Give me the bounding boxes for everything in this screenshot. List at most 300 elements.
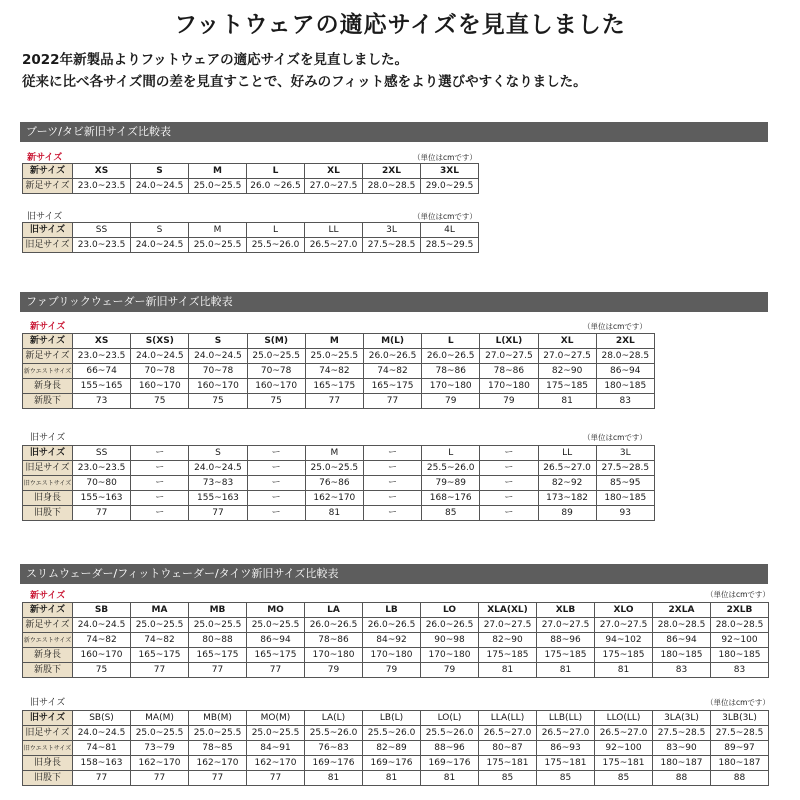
table-cell: 23.0~23.5	[73, 461, 131, 476]
table-cell: 162~170	[305, 491, 363, 506]
table-cell: L	[247, 223, 305, 238]
boots-old-table	[22, 222, 479, 253]
table-cell: 169~176	[363, 756, 421, 771]
table-cell: 27.5~28.5	[711, 726, 769, 741]
table-cell: ー	[131, 506, 189, 521]
row-label-cell: 旧足サイズ	[23, 726, 73, 741]
table-cell: 2XL	[363, 164, 421, 179]
table-cell: 82~90	[479, 633, 537, 648]
table-cell: XL	[305, 164, 363, 179]
table-cell: 25.5~26.0	[421, 726, 479, 741]
table-cell: 24.0~24.5	[73, 618, 131, 633]
table-cell: 175~181	[595, 756, 653, 771]
table-row	[23, 506, 655, 521]
table-cell: 77	[189, 771, 247, 786]
row-label-cell: 新足サイズ	[23, 179, 73, 194]
table-cell: LO	[421, 603, 479, 618]
table-cell: 76~86	[305, 476, 363, 491]
table-cell: 86~94	[596, 364, 654, 379]
table-cell: 80~87	[479, 741, 537, 756]
table-cell: 25.5~26.0	[363, 726, 421, 741]
table-cell: 165~175	[363, 379, 421, 394]
table-cell: 160~170	[73, 648, 131, 663]
table-cell: 25.0~25.5	[189, 726, 247, 741]
table-cell: 26.5~27.0	[305, 238, 363, 253]
table-cell: 88~96	[421, 741, 479, 756]
table-row	[23, 726, 769, 741]
row-label-cell: 旧ウエストサイズ	[23, 741, 73, 756]
size-header-row	[23, 223, 479, 238]
table-cell: 27.0~27.5	[595, 618, 653, 633]
table-cell: L	[247, 164, 305, 179]
table-cell: 23.0~23.5	[73, 349, 131, 364]
table-cell: 77	[189, 506, 247, 521]
row-label-cell: 新サイズ	[23, 334, 73, 349]
table-row	[23, 394, 655, 409]
table-cell: 73~83	[189, 476, 247, 491]
table-cell: 79	[421, 663, 479, 678]
table-row	[23, 238, 479, 253]
table-cell: 165~175	[247, 648, 305, 663]
table-cell: 24.0~24.5	[131, 179, 189, 194]
table-cell: 74~82	[305, 364, 363, 379]
table-cell: 25.0~25.5	[189, 618, 247, 633]
table-cell: 77	[189, 663, 247, 678]
table-row	[23, 756, 769, 771]
boots-new-unit-note: （単位はcmです）	[413, 153, 477, 162]
boots-section-bar: ブーツ/タビ新旧サイズ比較表	[20, 122, 768, 142]
table-cell: MO(M)	[247, 711, 305, 726]
table-cell: 23.0~23.5	[73, 179, 131, 194]
table-cell: ー	[480, 476, 538, 491]
row-label-cell: 旧身長	[23, 756, 73, 771]
table-cell: 25.0~25.5	[189, 238, 247, 253]
table-cell: 180~185	[711, 648, 769, 663]
table-cell: 84~91	[247, 741, 305, 756]
table-cell: ー	[363, 446, 421, 461]
row-label-cell: 旧サイズ	[23, 711, 73, 726]
table-cell: XLB	[537, 603, 595, 618]
table-cell: M(L)	[363, 334, 421, 349]
table-cell: 3LB(3L)	[711, 711, 769, 726]
table-cell: SS	[73, 223, 131, 238]
boots-old-label: 旧サイズ	[27, 212, 63, 222]
table-cell: LL	[305, 223, 363, 238]
table-cell: 155~163	[189, 491, 247, 506]
table-cell: 85	[537, 771, 595, 786]
table-cell: 75	[189, 394, 247, 409]
table-row	[23, 633, 769, 648]
table-cell: 175~185	[538, 379, 596, 394]
table-cell: 26.5~27.0	[479, 726, 537, 741]
table-cell: 175~185	[479, 648, 537, 663]
table-cell: M	[189, 223, 247, 238]
table-row	[23, 663, 769, 678]
row-label-cell: 新股下	[23, 663, 73, 678]
boots-new-label: 新サイズ	[27, 153, 63, 163]
table-cell: 74~82	[73, 633, 131, 648]
table-cell: 23.0~23.5	[73, 238, 131, 253]
table-row	[23, 461, 655, 476]
fabric-new-label: 新サイズ	[30, 322, 66, 332]
table-cell: 162~170	[247, 756, 305, 771]
table-cell: 83	[711, 663, 769, 678]
table-cell: 74~82	[131, 633, 189, 648]
table-cell: 78~86	[422, 364, 480, 379]
boots-new-table	[22, 163, 479, 194]
table-cell: 2XLB	[711, 603, 769, 618]
table-cell: 24.0~24.5	[189, 349, 247, 364]
table-cell: 80~88	[189, 633, 247, 648]
table-cell: 27.0~27.5	[537, 618, 595, 633]
table-cell: 25.0~25.5	[189, 179, 247, 194]
table-cell: 25.0~25.5	[247, 726, 305, 741]
table-cell: 86~94	[247, 633, 305, 648]
table-cell: 79~89	[422, 476, 480, 491]
table-cell: 28.0~28.5	[363, 179, 421, 194]
table-cell: 180~187	[711, 756, 769, 771]
size-header-row	[23, 711, 769, 726]
table-cell: 175~185	[537, 648, 595, 663]
table-cell: ー	[247, 461, 305, 476]
table-cell: LA	[305, 603, 363, 618]
table-cell: 76~83	[305, 741, 363, 756]
table-cell: L	[422, 446, 480, 461]
table-cell: 24.0~24.5	[131, 349, 189, 364]
intro-line-2: 従来に比べ各サイズ間の差を見直すことで、好みのフィット感をより選びやすくなりました。	[22, 74, 587, 90]
table-cell: 70~78	[131, 364, 189, 379]
table-cell: 170~180	[363, 648, 421, 663]
table-cell: 92~100	[595, 741, 653, 756]
table-cell: LLB(LL)	[537, 711, 595, 726]
table-cell: 85	[422, 506, 480, 521]
table-row	[23, 741, 769, 756]
table-cell: 94~102	[595, 633, 653, 648]
table-cell: 2XL	[596, 334, 654, 349]
table-cell: 77	[305, 394, 363, 409]
table-cell: MB	[189, 603, 247, 618]
table-row	[23, 491, 655, 506]
table-cell: 74~81	[73, 741, 131, 756]
table-cell: 26.0~26.5	[305, 618, 363, 633]
table-cell: 82~92	[538, 476, 596, 491]
table-cell: ー	[480, 491, 538, 506]
row-label-cell: 旧サイズ	[23, 223, 73, 238]
row-label-cell: 新足サイズ	[23, 618, 73, 633]
table-cell: 3LA(3L)	[653, 711, 711, 726]
table-cell: 155~165	[73, 379, 131, 394]
fabric-section-bar: ファブリックウェーダー新旧サイズ比較表	[20, 292, 768, 312]
table-cell: 26.0~26.5	[422, 349, 480, 364]
table-cell: LO(L)	[421, 711, 479, 726]
table-cell: 81	[595, 663, 653, 678]
table-cell: ー	[131, 446, 189, 461]
row-label-cell: 新ウエストサイズ	[23, 633, 73, 648]
slim-old-unit-note: （単位はcmです）	[706, 698, 770, 707]
row-label-cell: 旧股下	[23, 771, 73, 786]
table-cell: 92~100	[711, 633, 769, 648]
table-cell: 155~163	[73, 491, 131, 506]
table-cell: LA(L)	[305, 711, 363, 726]
table-cell: 158~163	[73, 756, 131, 771]
table-cell: 77	[247, 663, 305, 678]
table-cell: 170~180	[421, 648, 479, 663]
table-cell: M	[305, 334, 363, 349]
table-cell: L(XL)	[480, 334, 538, 349]
table-cell: S	[131, 223, 189, 238]
intro-line-1: 2022年新製品よりフットウェアの適応サイズを見直しました。	[22, 52, 409, 68]
table-cell: 175~181	[479, 756, 537, 771]
table-cell: 28.5~29.5	[421, 238, 479, 253]
table-cell: 162~170	[189, 756, 247, 771]
table-cell: ー	[363, 461, 421, 476]
fabric-old-label: 旧サイズ	[30, 433, 66, 443]
slim-old-table	[22, 710, 769, 786]
table-cell: 27.5~28.5	[363, 238, 421, 253]
table-cell: 78~85	[189, 741, 247, 756]
slim-old-label: 旧サイズ	[30, 698, 66, 708]
size-header-row	[23, 164, 479, 179]
table-cell: ー	[247, 491, 305, 506]
table-cell: XLA(XL)	[479, 603, 537, 618]
table-cell: LLA(LL)	[479, 711, 537, 726]
table-row	[23, 379, 655, 394]
table-cell: 89	[538, 506, 596, 521]
row-label-cell: 新サイズ	[23, 603, 73, 618]
table-cell: 74~82	[363, 364, 421, 379]
table-cell: 88	[653, 771, 711, 786]
table-cell: S(M)	[247, 334, 305, 349]
table-cell: LB(L)	[363, 711, 421, 726]
slim-new-label: 新サイズ	[30, 591, 66, 601]
table-cell: ー	[480, 506, 538, 521]
table-cell: 88~96	[537, 633, 595, 648]
size-header-row	[23, 334, 655, 349]
table-cell: L	[422, 334, 480, 349]
table-cell: 28.0~28.5	[596, 349, 654, 364]
table-cell: 27.5~28.5	[596, 461, 654, 476]
table-cell: 81	[538, 394, 596, 409]
table-cell: 86~93	[537, 741, 595, 756]
table-cell: SB(S)	[73, 711, 131, 726]
table-cell: 25.0~25.5	[247, 618, 305, 633]
table-cell: 27.0~27.5	[480, 349, 538, 364]
table-cell: 180~187	[653, 756, 711, 771]
table-cell: 83	[596, 394, 654, 409]
table-cell: ー	[247, 476, 305, 491]
table-cell: 29.0~29.5	[421, 179, 479, 194]
table-cell: 25.5~26.0	[247, 238, 305, 253]
table-cell: LL	[538, 446, 596, 461]
table-row	[23, 179, 479, 194]
row-label-cell: 旧サイズ	[23, 446, 73, 461]
table-row	[23, 349, 655, 364]
fabric-old-unit-note: （単位はcmです）	[583, 433, 647, 442]
table-cell: LB	[363, 603, 421, 618]
table-cell: 24.0~24.5	[189, 461, 247, 476]
table-cell: 25.0~25.5	[131, 726, 189, 741]
table-row	[23, 476, 655, 491]
table-cell: 25.5~26.0	[305, 726, 363, 741]
table-cell: 77	[73, 771, 131, 786]
table-cell: 78~86	[305, 633, 363, 648]
table-cell: 165~175	[131, 648, 189, 663]
table-cell: 162~170	[131, 756, 189, 771]
table-cell: 169~176	[305, 756, 363, 771]
table-cell: 93	[596, 506, 654, 521]
table-cell: 3L	[596, 446, 654, 461]
row-label-cell: 新身長	[23, 648, 73, 663]
row-label-cell: 旧股下	[23, 506, 73, 521]
table-cell: S	[189, 334, 247, 349]
row-label-cell: 新サイズ	[23, 164, 73, 179]
table-cell: 26.0~26.5	[421, 618, 479, 633]
fabric-new-table	[22, 333, 655, 409]
table-cell: 88	[711, 771, 769, 786]
table-cell: 170~180	[480, 379, 538, 394]
table-cell: 180~185	[596, 491, 654, 506]
table-cell: 25.5~26.0	[422, 461, 480, 476]
table-cell: ー	[131, 461, 189, 476]
table-cell: 180~185	[653, 648, 711, 663]
table-cell: 66~74	[73, 364, 131, 379]
table-cell: 83	[653, 663, 711, 678]
table-cell: 28.0~28.5	[711, 618, 769, 633]
table-cell: 85	[595, 771, 653, 786]
table-cell: 77	[131, 663, 189, 678]
table-cell: 175~185	[595, 648, 653, 663]
slim-section-bar: スリムウェーダー/フィットウェーダー/タイツ新旧サイズ比較表	[20, 564, 768, 584]
table-cell: ー	[363, 491, 421, 506]
row-label-cell: 旧ウエストサイズ	[23, 476, 73, 491]
table-cell: 28.0~28.5	[653, 618, 711, 633]
table-cell: 82~89	[363, 741, 421, 756]
table-cell: 24.0~24.5	[131, 238, 189, 253]
table-cell: ー	[247, 446, 305, 461]
table-cell: 175~181	[537, 756, 595, 771]
table-cell: SB	[73, 603, 131, 618]
table-cell: 169~176	[421, 756, 479, 771]
table-cell: 81	[305, 506, 363, 521]
table-cell: 85	[479, 771, 537, 786]
table-cell: XS	[73, 334, 131, 349]
table-cell: 25.0~25.5	[305, 461, 363, 476]
table-cell: 165~175	[305, 379, 363, 394]
table-cell: 77	[247, 771, 305, 786]
table-cell: 75	[73, 663, 131, 678]
row-label-cell: 旧足サイズ	[23, 238, 73, 253]
table-cell: 89~97	[711, 741, 769, 756]
table-cell: 79	[422, 394, 480, 409]
table-cell: 180~185	[596, 379, 654, 394]
table-cell: 165~175	[189, 648, 247, 663]
table-cell: 160~170	[131, 379, 189, 394]
table-row	[23, 771, 769, 786]
table-cell: ー	[363, 506, 421, 521]
table-cell: 27.5~28.5	[653, 726, 711, 741]
table-cell: S	[131, 164, 189, 179]
table-cell: XS	[73, 164, 131, 179]
table-cell: 26.5~27.0	[537, 726, 595, 741]
table-cell: 70~78	[247, 364, 305, 379]
size-header-row	[23, 603, 769, 618]
table-row	[23, 364, 655, 379]
table-cell: 26.0 ~26.5	[247, 179, 305, 194]
table-cell: 82~90	[538, 364, 596, 379]
table-cell: 3XL	[421, 164, 479, 179]
table-cell: M	[305, 446, 363, 461]
table-cell: 81	[479, 663, 537, 678]
table-cell: 24.0~24.5	[73, 726, 131, 741]
table-cell: 70~78	[189, 364, 247, 379]
table-cell: 70~80	[73, 476, 131, 491]
table-cell: SS	[73, 446, 131, 461]
page-title: フットウェアの適応サイズを見直しました	[174, 12, 626, 38]
table-cell: 90~98	[421, 633, 479, 648]
table-cell: 170~180	[305, 648, 363, 663]
table-cell: ー	[480, 461, 538, 476]
table-cell: ー	[131, 476, 189, 491]
table-cell: 77	[363, 394, 421, 409]
table-cell: M	[189, 164, 247, 179]
table-cell: ー	[247, 506, 305, 521]
table-cell: MB(M)	[189, 711, 247, 726]
table-cell: 81	[421, 771, 479, 786]
table-cell: 25.0~25.5	[305, 349, 363, 364]
table-cell: 25.0~25.5	[131, 618, 189, 633]
table-cell: 81	[537, 663, 595, 678]
table-cell: XL	[538, 334, 596, 349]
table-cell: XLO	[595, 603, 653, 618]
table-cell: 75	[131, 394, 189, 409]
row-label-cell: 新ウエストサイズ	[23, 364, 73, 379]
table-cell: 26.5~27.0	[595, 726, 653, 741]
table-cell: 26.0~26.5	[363, 618, 421, 633]
table-cell: 77	[131, 771, 189, 786]
table-cell: 73	[73, 394, 131, 409]
table-cell: 26.5~27.0	[538, 461, 596, 476]
row-label-cell: 新身長	[23, 379, 73, 394]
table-cell: MA(M)	[131, 711, 189, 726]
table-cell: 83~90	[653, 741, 711, 756]
table-cell: MA	[131, 603, 189, 618]
size-header-row	[23, 446, 655, 461]
table-cell: S(XS)	[131, 334, 189, 349]
table-row	[23, 648, 769, 663]
table-cell: 84~92	[363, 633, 421, 648]
table-cell: 3L	[363, 223, 421, 238]
row-label-cell: 旧身長	[23, 491, 73, 506]
table-cell: ー	[131, 491, 189, 506]
table-cell: ー	[480, 446, 538, 461]
table-cell: 79	[480, 394, 538, 409]
table-cell: 85~95	[596, 476, 654, 491]
table-cell: ー	[363, 476, 421, 491]
table-cell: 79	[363, 663, 421, 678]
table-cell: 78~86	[480, 364, 538, 379]
table-cell: 27.0~27.5	[305, 179, 363, 194]
boots-old-unit-note: （単位はcmです）	[413, 212, 477, 221]
row-label-cell: 新足サイズ	[23, 349, 73, 364]
table-cell: 173~182	[538, 491, 596, 506]
table-cell: 27.0~27.5	[479, 618, 537, 633]
table-row	[23, 618, 769, 633]
table-cell: 170~180	[422, 379, 480, 394]
fabric-new-unit-note: （単位はcmです）	[583, 322, 647, 331]
table-cell: 77	[73, 506, 131, 521]
table-cell: 79	[305, 663, 363, 678]
table-cell: 81	[305, 771, 363, 786]
